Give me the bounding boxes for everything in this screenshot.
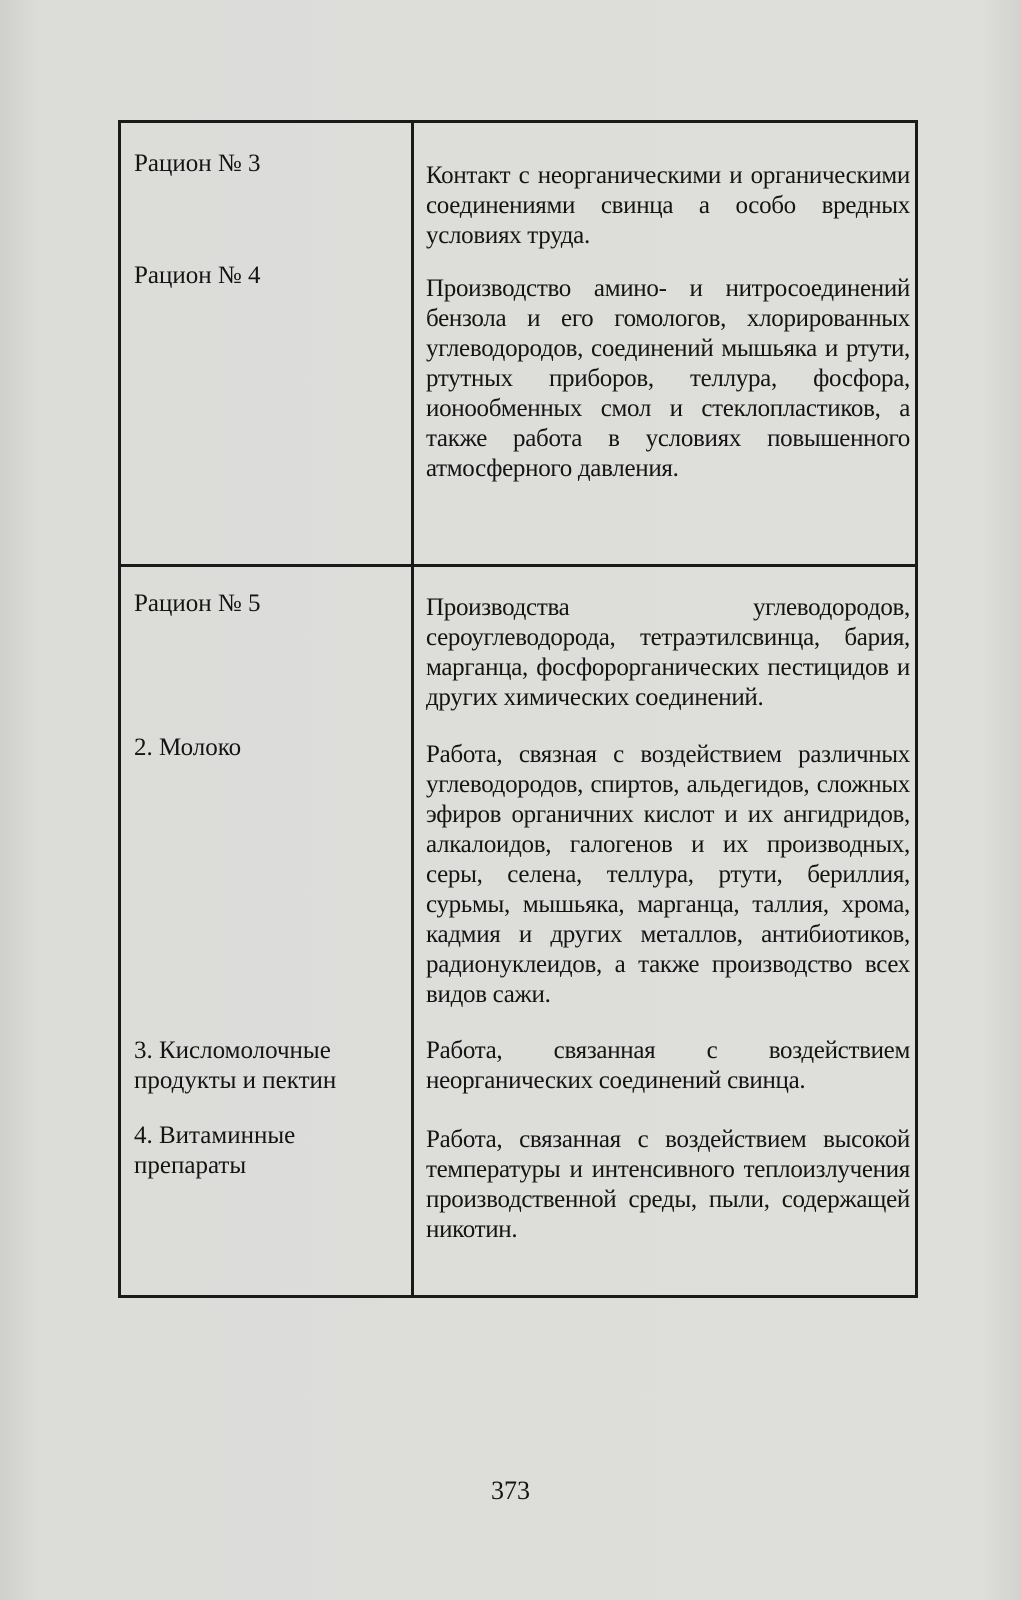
table-row-text: Работа, связная с воздействием различных углеводородов, спиртов, альдегидов, сложных эфиров органичних кислот и их ангидридов, алкалоидов, галогенов и их производных, серы, селена, теллура, ртути, бериллия, сурьмы, мышьяка, марганца, таллия, хрома, кадмия и других металлов, антибиотиков, радионуклеидов, а также производство всех видов сажи. [426,741,910,1008]
table-row-label: Рацион № 4 [134,262,261,289]
row-divider [121,564,915,567]
table-row-text: Контакт с неорганическими и органическими соединениями свинца а особо вредных условиях труда. [426,162,910,249]
table-row-text: Работа, связанная с воздействием высокой температуры и интенсивного теплоизлучения производственной среды, пыли, содержащей никотин. [426,1126,910,1243]
table-row-label: Рацион № 5 [134,590,261,617]
table-row-label: 2. Молоко [134,734,242,761]
table-row-text: Производство амино- и нитросоединений бензола и его гомологов, хлорированных углеводородов, соединений мышьяка и ртути, ртутных приборов, теллура, фосфора, ионообменных смол и стеклопластиков, а также работа в условиях повышенного атмосферного давления. [426,275,910,482]
table-row-label: 3. Кисломолочные продукты и пектин [134,1037,337,1094]
table-row-label: 4. Витаминные препараты [134,1122,296,1179]
table-row-text: Производства углеводородов, сероуглеводорода, тетраэтилсвинца, бария, марганца, фосфорорганических пестицидов и других химических соединений. [426,594,910,711]
table-row-text: Работа, связанная с воздействием неорганических соединений свинца. [426,1037,910,1094]
page-number: 373 [491,1476,530,1505]
ration-table [118,120,918,1298]
table-row-label: Рацион № 3 [134,150,261,177]
column-divider [411,123,414,1295]
